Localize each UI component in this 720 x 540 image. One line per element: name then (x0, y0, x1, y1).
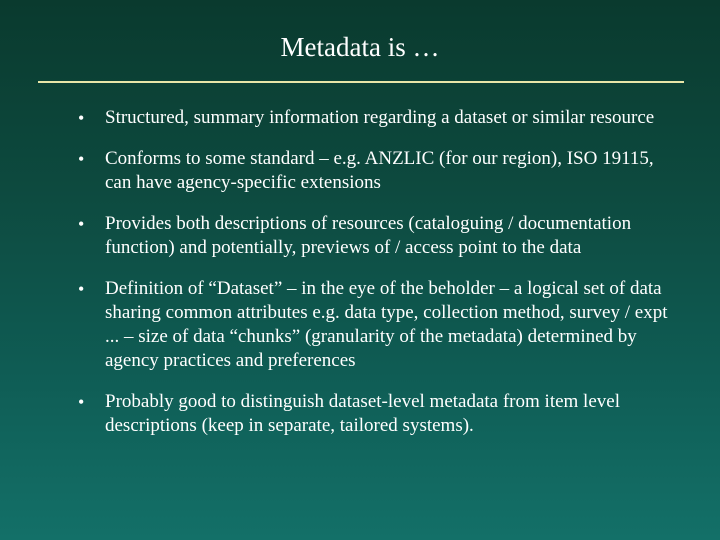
bullet-text: Probably good to distinguish dataset-level metadata from item level descriptions (keep in separate, tailored systems). (105, 391, 620, 436)
bullet-text: Conforms to some standard – e.g. ANZLIC (for our region), ISO 19115, can have agency-specific extensions (105, 148, 654, 193)
bullet-text: Definition of “Dataset” – in the eye of the beholder – a logical set of data sharing common attributes e.g. data type, collection method, survey / expt ... – size of data “chunks” (granularity of the metadata) determined by agency practices and preferences (105, 278, 668, 371)
bullet-list (78, 106, 668, 455)
bullet-item (78, 390, 668, 438)
bullet-dot-icon: • (78, 392, 85, 412)
bullet-text: Structured, summary information regarding a dataset or similar resource (105, 107, 655, 128)
bullet-item (78, 106, 668, 130)
bullet-dot-icon: • (78, 149, 85, 169)
bullet-text: Provides both descriptions of resources (cataloguing / documentation function) and potentially, previews of / access point to the data (105, 213, 632, 258)
slide-title: Metadata is … (280, 32, 440, 62)
bullet-item (78, 147, 668, 195)
bullet-item (78, 277, 668, 373)
bullet-dot-icon: • (78, 279, 85, 299)
bullet-dot-icon: • (78, 214, 85, 234)
title-divider (38, 81, 684, 83)
bullet-dot-icon: • (78, 108, 85, 128)
bullet-item (78, 212, 668, 260)
